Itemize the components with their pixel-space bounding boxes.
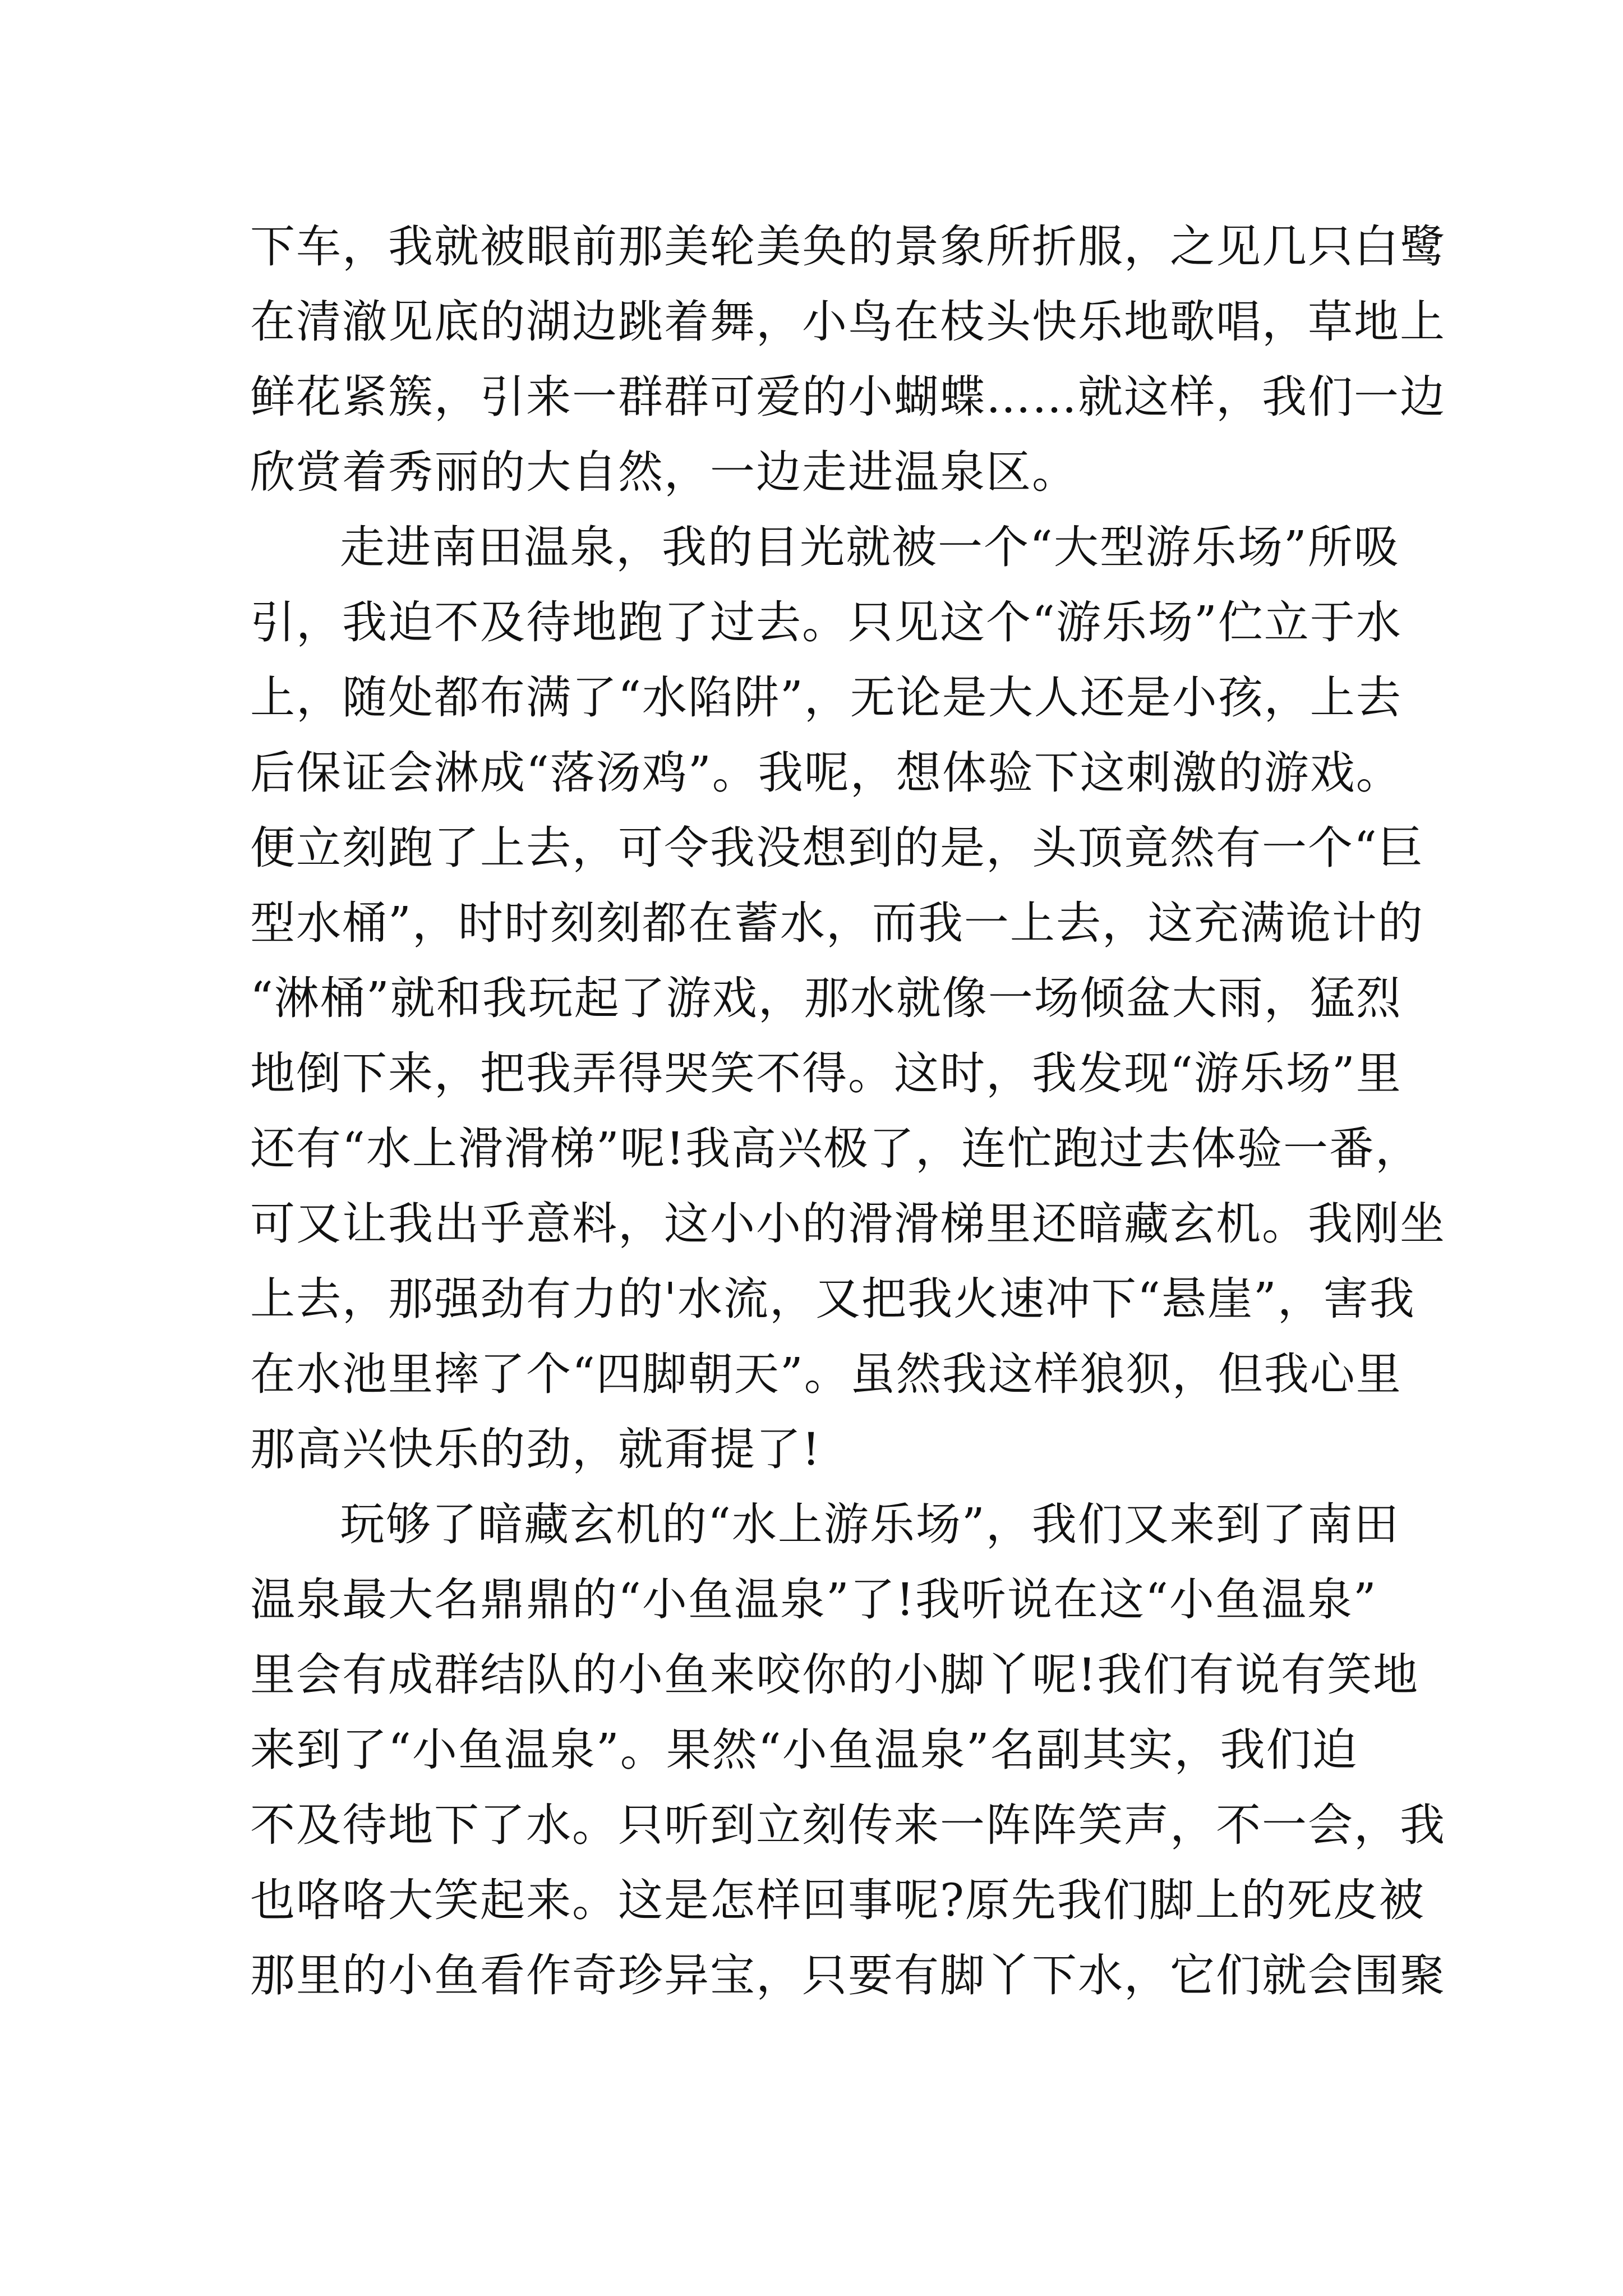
text-line: 鲜花紧簇，引来一群群可爱的小蝴蝶……就这样，我们一边 <box>250 371 1446 423</box>
text-line: 引，我迫不及待地跑了过去。只见这个“游乐场”伫立于水 <box>250 596 1402 648</box>
text-line: 后保证会淋成“落汤鸡”。我呢，想体验下这刺激的游戏。 <box>250 747 1402 799</box>
text-line: 欣赏着秀丽的大自然，一边走进温泉区。 <box>250 446 1078 498</box>
text-line: 上，随处都布满了“水陷阱”，无论是大人还是小孩，上去 <box>250 671 1402 724</box>
text-line: 在水池里摔了个“四脚朝天”。虽然我这样狼狈，但我心里 <box>250 1348 1402 1400</box>
text-line: 温泉最大名鼎鼎的“小鱼温泉”了!我听说在这“小鱼温泉” <box>250 1573 1377 1626</box>
text-line: 来到了“小鱼温泉”。果然“小鱼温泉”名副其实，我们迫 <box>250 1724 1358 1776</box>
text-line: 地倒下来，把我弄得哭笑不得。这时，我发现“游乐场”里 <box>250 1047 1402 1099</box>
text-line: 里会有成群结队的小鱼来咬你的小脚丫呢!我们有说有笑地 <box>250 1649 1419 1701</box>
text-line: “淋桶”就和我玩起了游戏，那水就像一场倾盆大雨，猛烈 <box>250 972 1402 1024</box>
text-line: 可又让我出乎意料，这小小的滑滑梯里还暗藏玄机。我刚坐 <box>250 1198 1446 1250</box>
text-line: 上去，那强劲有力的'水流，又把我火速冲下“悬崖”，害我 <box>250 1273 1415 1325</box>
text-line: 还有“水上滑滑梯”呢!我高兴极了，连忙跑过去体验一番， <box>250 1122 1421 1175</box>
text-line: 不及待地下了水。只听到立刻传来一阵阵笑声，不一会，我 <box>250 1799 1446 1851</box>
text-line: 走进南田温泉，我的目光就被一个“大型游乐场”所吸 <box>340 521 1400 573</box>
text-line: 便立刻跑了上去，可令我没想到的是，头顶竟然有一个“巨 <box>250 822 1424 874</box>
text-line: 那里的小鱼看作奇珍异宝，只要有脚丫下水，它们就会围聚 <box>250 1949 1446 2001</box>
text-line: 玩够了暗藏玄机的“水上游乐场”，我们又来到了南田 <box>340 1498 1400 1550</box>
text-line: 下车，我就被眼前那美轮美奂的景象所折服，之见几只白鹭 <box>250 220 1446 273</box>
text-line: 也咯咯大笑起来。这是怎样回事呢?原先我们脚上的死皮被 <box>250 1874 1425 1926</box>
text-line: 在清澈见底的湖边跳着舞，小鸟在枝头快乐地歌唱，草地上 <box>250 296 1446 348</box>
text-line: 那高兴快乐的劲，就甭提了! <box>250 1423 822 1475</box>
text-line: 型水桶”，时时刻刻都在蓄水，而我一上去，这充满诡计的 <box>250 897 1424 949</box>
